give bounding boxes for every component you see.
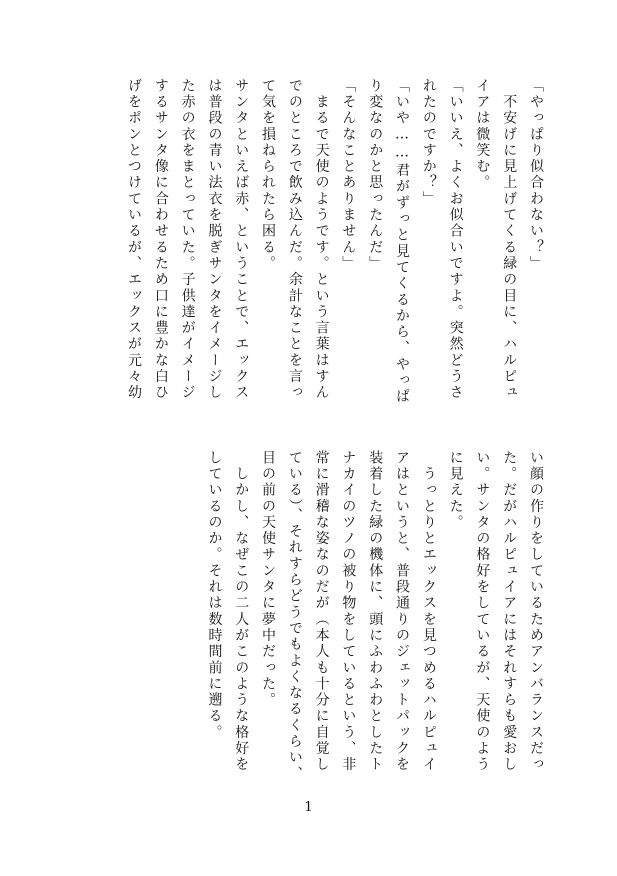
text-line: て気を損ねられたら困る。 — [260, 78, 277, 272]
text-line: 装着した緑の機体に、頭にふわふわとしたト — [367, 450, 384, 773]
text-line: い。サンタの格好をしているが、天使のよう — [474, 450, 491, 773]
text-line: するサンタ像に合わせるため口に豊かな白ひ — [152, 78, 169, 401]
text-line: イアは微笑む。 — [474, 78, 491, 192]
text-column-block-top — [120, 78, 549, 423]
text-column-block-bottom — [201, 450, 549, 795]
text-line: 常に滑稽な姿なのだが（本人も十分に自覚し — [313, 450, 330, 773]
text-line: れたのですか？」 — [420, 78, 437, 208]
text-line: アはというと、普段通りのジェットパックを — [394, 450, 411, 773]
text-line: げをポンとつけているが、エックスが元々幼 — [126, 78, 143, 401]
text-line: ナカイのツノの被り物をしているという、非 — [340, 450, 357, 773]
text-line: 目の前の天使サンタに夢中だった。 — [260, 450, 277, 709]
text-line: でのところで飲み込んだ。余計なことを言っ — [286, 78, 303, 401]
text-line: た。だがハルピュイアにはそれすらも愛おし — [501, 450, 518, 773]
text-line: ている）、それすらどうでもよくなるくらい、 — [286, 450, 303, 783]
text-line: 「そんなことありません」 — [340, 78, 357, 272]
text-line: た赤の衣をまとっていた。子供達がイメージ — [179, 78, 196, 401]
page-number: 1 — [304, 800, 313, 815]
text-line: 「やっぱり似合わない？」 — [528, 78, 544, 272]
text-line: サンタといえば赤、ということで、エックス — [233, 78, 250, 401]
text-line: しているのか。それは数時間前に遡る。 — [206, 450, 223, 741]
text-line: 不安げに見上げてくる緑の目に、ハルピュ — [501, 78, 518, 401]
text-line: まるで天使のようです。という言葉はすん — [313, 78, 330, 401]
text-line: うっとりとエックスを見つめるハルピュイ — [420, 450, 437, 773]
text-line: い顔の作りをしているためアンバランスだっ — [528, 450, 544, 773]
text-line: に見えた。 — [447, 450, 464, 531]
text-line: は普段の青い法衣を脱ぎサンタをイメージし — [206, 78, 223, 401]
text-line: 「いや……君がずっと見てくるから、やっぱ — [394, 78, 411, 405]
text-line: しかし、なぜこの二人がこのような格好を — [233, 450, 250, 773]
text-line: 「いいえ、よくお似合いですよ。突然どうさ — [447, 78, 464, 401]
text-line: り変なのかと思ったんだ」 — [367, 78, 384, 272]
